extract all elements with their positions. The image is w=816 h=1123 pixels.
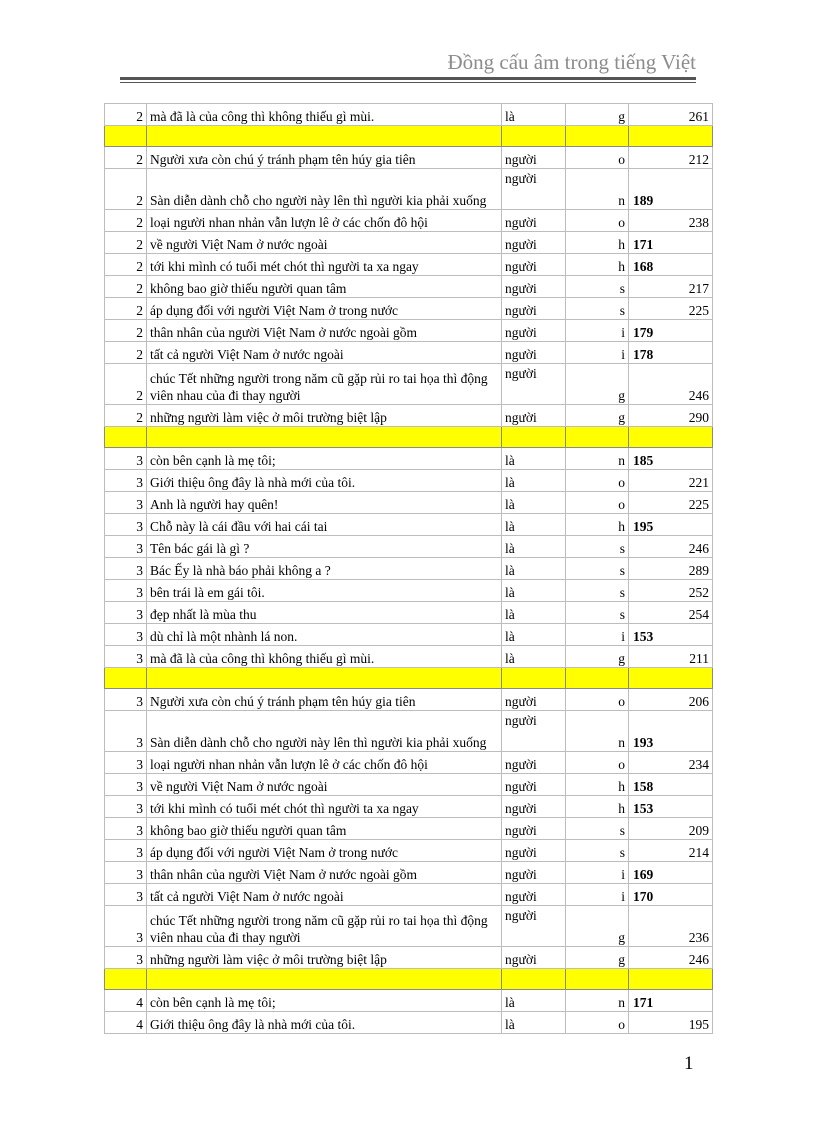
table-row [105,169,713,210]
separator-row [105,126,713,147]
sentence-cell: Anh là người hay quên! [147,492,502,514]
row-number-cell: 3 [105,862,147,884]
separator-cell [105,969,147,990]
word-cell: là [502,492,566,514]
code-cell: o [566,689,629,711]
sentence-cell: Sàn diễn dành chỗ cho người này lên thì người kia phải xuống [147,711,502,752]
sentence-cell: áp dụng đối với người Việt Nam ở trong nước [147,840,502,862]
word-cell: người [502,947,566,969]
word-cell: là [502,990,566,1012]
table-body [105,104,713,1034]
sentence-cell: loại người nhan nhản vẫn lượn lê ở các chốn đô hội [147,210,502,232]
value-cell: 171 [629,990,713,1012]
separator-cell [566,969,629,990]
row-number-cell: 2 [105,276,147,298]
value-cell: 225 [629,298,713,320]
code-cell: o [566,752,629,774]
value-cell: 236 [629,906,713,947]
word-cell: là [502,448,566,470]
word-cell: người [502,405,566,427]
word-cell: là [502,514,566,536]
table-row [105,276,713,298]
sentence-cell: tất cả người Việt Nam ở nước ngoài [147,884,502,906]
row-number-cell: 3 [105,580,147,602]
value-cell: 179 [629,320,713,342]
separator-cell [629,427,713,448]
word-cell: người [502,906,566,947]
row-number-cell: 3 [105,558,147,580]
code-cell: n [566,448,629,470]
value-cell: 169 [629,862,713,884]
sentence-cell: tất cả người Việt Nam ở nước ngoài [147,342,502,364]
word-cell: người [502,840,566,862]
table-row [105,514,713,536]
row-number-cell: 3 [105,624,147,646]
code-cell: o [566,210,629,232]
row-number-cell: 3 [105,840,147,862]
separator-cell [502,126,566,147]
row-number-cell: 3 [105,818,147,840]
separator-row [105,668,713,689]
value-cell: 246 [629,536,713,558]
table-row [105,990,713,1012]
word-cell: là [502,1012,566,1034]
table-row [105,405,713,427]
table-row [105,580,713,602]
sentence-cell: về người Việt Nam ở nước ngoài [147,774,502,796]
row-number-cell: 4 [105,1012,147,1034]
value-cell: 238 [629,210,713,232]
sentence-cell: thân nhân của người Việt Nam ở nước ngoài gồm [147,862,502,884]
separator-cell [629,668,713,689]
row-number-cell: 2 [105,210,147,232]
sentence-cell: Bác Ếy là nhà báo phải không a ? [147,558,502,580]
value-cell: 185 [629,448,713,470]
word-cell: người [502,862,566,884]
row-number-cell: 2 [105,232,147,254]
table-row [105,796,713,818]
separator-cell [629,969,713,990]
value-cell: 234 [629,752,713,774]
sentence-cell: những người làm việc ở môi trường biệt lập [147,947,502,969]
code-cell: i [566,862,629,884]
word-cell: người [502,752,566,774]
row-number-cell: 3 [105,602,147,624]
table-row [105,254,713,276]
table-row [105,711,713,752]
word-cell: người [502,689,566,711]
row-number-cell: 2 [105,405,147,427]
value-cell: 254 [629,602,713,624]
table-row [105,492,713,514]
separator-cell [502,427,566,448]
row-number-cell: 3 [105,689,147,711]
word-cell: là [502,104,566,126]
code-cell: n [566,990,629,1012]
value-cell: 252 [629,580,713,602]
word-cell: là [502,470,566,492]
row-number-cell: 3 [105,884,147,906]
sentence-cell: mà đã là của công thì không thiếu gì mùi. [147,646,502,668]
sentence-cell: Giới thiệu ông đây là nhà mới của tôi. [147,1012,502,1034]
word-cell: người [502,796,566,818]
code-cell: s [566,818,629,840]
sentence-cell: chúc Tết những người trong năm cũ gặp rủi ro tai họa thì động viên nhau của đi thay người [147,906,502,947]
sentence-cell: còn bên cạnh là mẹ tôi; [147,448,502,470]
sentence-cell: loại người nhan nhản vẫn lượn lê ở các chốn đô hội [147,752,502,774]
separator-cell [502,969,566,990]
sentence-cell: đẹp nhất là mùa thu [147,602,502,624]
table-row [105,689,713,711]
code-cell: o [566,492,629,514]
sentence-cell: tới khi mình có tuổi mét chót thì người ta xa ngay [147,254,502,276]
table-row [105,646,713,668]
separator-cell [105,126,147,147]
row-number-cell: 3 [105,536,147,558]
separator-cell [629,126,713,147]
value-cell: 246 [629,364,713,405]
value-cell: 225 [629,492,713,514]
row-number-cell: 2 [105,169,147,210]
value-cell: 290 [629,405,713,427]
row-number-cell: 2 [105,104,147,126]
table-row [105,470,713,492]
sentence-cell: không bao giờ thiếu người quan tâm [147,818,502,840]
code-cell: g [566,947,629,969]
sentence-cell: những người làm việc ở môi trường biệt lập [147,405,502,427]
sentence-cell: về người Việt Nam ở nước ngoài [147,232,502,254]
sentence-cell: chúc Tết những người trong năm cũ gặp rủi ro tai họa thì động viên nhau của đi thay người [147,364,502,405]
sentence-cell: áp dụng đối với người Việt Nam ở trong nước [147,298,502,320]
row-number-cell: 2 [105,342,147,364]
table-row [105,906,713,947]
word-cell: người [502,147,566,169]
sentence-cell: mà đã là của công thì không thiếu gì mùi. [147,104,502,126]
table-row [105,818,713,840]
word-cell: người [502,169,566,210]
sentence-cell: thân nhân của người Việt Nam ở nước ngoài gồm [147,320,502,342]
word-cell: người [502,276,566,298]
separator-cell [147,427,502,448]
value-cell: 261 [629,104,713,126]
row-number-cell: 2 [105,254,147,276]
table-row [105,104,713,126]
row-number-cell: 3 [105,774,147,796]
table-row [105,624,713,646]
page-number: 1 [684,1053,694,1074]
sentence-cell: dù chỉ là một nhành lá non. [147,624,502,646]
table-row [105,884,713,906]
table-row [105,1012,713,1034]
code-cell: g [566,906,629,947]
separator-cell [105,427,147,448]
code-cell: g [566,646,629,668]
word-cell: là [502,624,566,646]
sentence-cell: tới khi mình có tuổi mét chót thì người ta xa ngay [147,796,502,818]
table-row [105,232,713,254]
word-cell: người [502,254,566,276]
value-cell: 221 [629,470,713,492]
code-cell: i [566,342,629,364]
value-cell: 158 [629,774,713,796]
word-cell: là [502,558,566,580]
row-number-cell: 3 [105,492,147,514]
table-row [105,602,713,624]
sentence-cell: Chỗ này là cái đầu với hai cái tai [147,514,502,536]
word-cell: người [502,884,566,906]
table-row [105,298,713,320]
sentence-cell: Tên bác gái là gì ? [147,536,502,558]
separator-cell [147,126,502,147]
table-row [105,774,713,796]
table-row [105,364,713,405]
header-title: Đồng cấu âm trong tiếng Việt [447,50,696,74]
word-cell: người [502,232,566,254]
code-cell: n [566,711,629,752]
value-cell: 178 [629,342,713,364]
separator-cell [566,427,629,448]
separator-cell [502,668,566,689]
row-number-cell: 2 [105,298,147,320]
sentence-cell: Giới thiệu ông đây là nhà mới của tôi. [147,470,502,492]
separator-cell [105,668,147,689]
code-cell: s [566,602,629,624]
table-row [105,147,713,169]
header-rule-thin [120,82,696,83]
table-row [105,947,713,969]
value-cell: 189 [629,169,713,210]
row-number-cell: 3 [105,470,147,492]
word-cell: là [502,646,566,668]
row-number-cell: 3 [105,646,147,668]
value-cell: 206 [629,689,713,711]
row-number-cell: 3 [105,514,147,536]
table-row [105,752,713,774]
value-cell: 153 [629,796,713,818]
sentence-cell: Người xưa còn chú ý tránh phạm tên húy gia tiên [147,689,502,711]
row-number-cell: 2 [105,364,147,405]
table-row [105,448,713,470]
word-cell: là [502,602,566,624]
value-cell: 209 [629,818,713,840]
separator-cell [147,969,502,990]
word-cell: người [502,774,566,796]
row-number-cell: 3 [105,906,147,947]
data-table [104,103,713,1034]
table-row [105,558,713,580]
table-row [105,342,713,364]
code-cell: i [566,884,629,906]
row-number-cell: 3 [105,796,147,818]
sentence-cell: còn bên cạnh là mẹ tôi; [147,990,502,1012]
code-cell: g [566,405,629,427]
word-cell: người [502,210,566,232]
code-cell: o [566,470,629,492]
code-cell: h [566,254,629,276]
code-cell: o [566,1012,629,1034]
word-cell: người [502,320,566,342]
row-number-cell: 2 [105,320,147,342]
row-number-cell: 4 [105,990,147,1012]
row-number-cell: 3 [105,947,147,969]
table-row [105,320,713,342]
code-cell: s [566,298,629,320]
code-cell: n [566,169,629,210]
code-cell: h [566,514,629,536]
value-cell: 153 [629,624,713,646]
value-cell: 212 [629,147,713,169]
code-cell: h [566,774,629,796]
sentence-cell: Sàn diễn dành chỗ cho người này lên thì người kia phải xuống [147,169,502,210]
separator-cell [566,126,629,147]
row-number-cell: 2 [105,147,147,169]
code-cell: s [566,558,629,580]
sentence-cell: Người xưa còn chú ý tránh phạm tên húy gia tiên [147,147,502,169]
sentence-cell: không bao giờ thiếu người quan tâm [147,276,502,298]
word-cell: người [502,342,566,364]
separator-cell [566,668,629,689]
word-cell: người [502,298,566,320]
code-cell: i [566,320,629,342]
code-cell: i [566,624,629,646]
table-row [105,536,713,558]
code-cell: h [566,232,629,254]
code-cell: h [566,796,629,818]
separator-row [105,427,713,448]
row-number-cell: 3 [105,448,147,470]
table-row [105,840,713,862]
word-cell: người [502,818,566,840]
code-cell: g [566,104,629,126]
value-cell: 289 [629,558,713,580]
value-cell: 211 [629,646,713,668]
separator-cell [147,668,502,689]
value-cell: 171 [629,232,713,254]
sentence-cell: bên trái là em gái tôi. [147,580,502,602]
word-cell: người [502,364,566,405]
code-cell: s [566,840,629,862]
row-number-cell: 3 [105,752,147,774]
value-cell: 195 [629,1012,713,1034]
word-cell: người [502,711,566,752]
value-cell: 168 [629,254,713,276]
word-cell: là [502,580,566,602]
row-number-cell: 3 [105,711,147,752]
value-cell: 193 [629,711,713,752]
code-cell: s [566,536,629,558]
separator-row [105,969,713,990]
value-cell: 217 [629,276,713,298]
word-cell: là [502,536,566,558]
code-cell: s [566,276,629,298]
table-row [105,862,713,884]
value-cell: 246 [629,947,713,969]
value-cell: 195 [629,514,713,536]
code-cell: s [566,580,629,602]
value-cell: 170 [629,884,713,906]
code-cell: o [566,147,629,169]
value-cell: 214 [629,840,713,862]
table-row [105,210,713,232]
header-rule [120,77,696,80]
code-cell: g [566,364,629,405]
